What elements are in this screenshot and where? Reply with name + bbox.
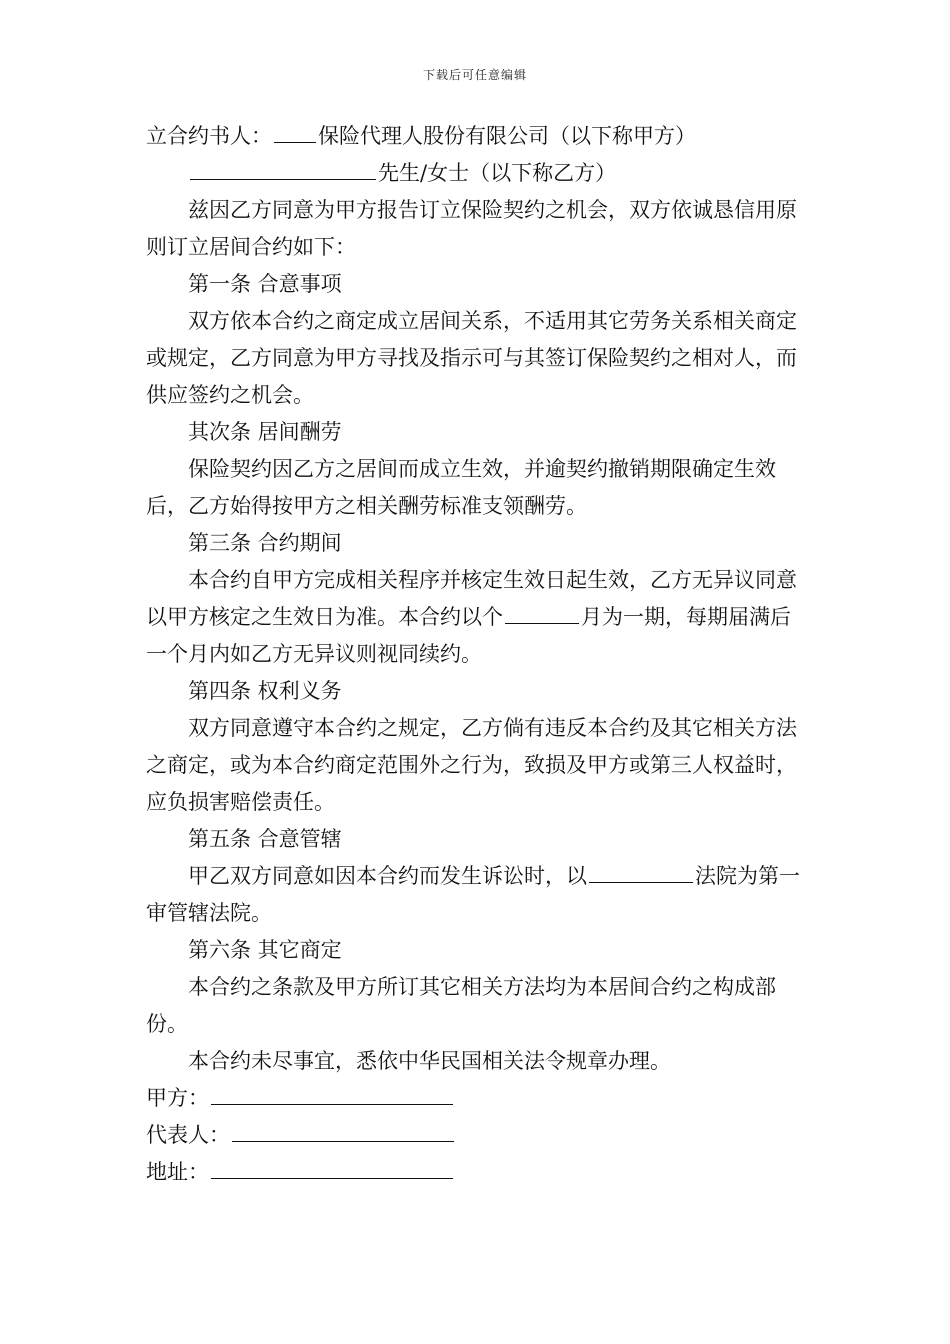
article-5-body xyxy=(146,858,806,932)
signature-party-a-blank xyxy=(211,1080,453,1105)
article-5-title: 第五条 合意管辖 xyxy=(188,827,342,851)
article-2-body: 保险契约因乙方之居间而成立生效，并逾契约撤销期限确定生效后，乙方始得按甲方之相关酬劳标准支领酬劳。 xyxy=(146,457,776,518)
article-2-title: 其次条 居间酬劳 xyxy=(188,420,342,444)
signature-address xyxy=(146,1154,806,1191)
party-a-suffix: 保险代理人股份有限公司（以下称甲方） xyxy=(318,124,696,148)
article-3-body-pre: 本合约自甲方完成相关程序并核定生效日起生效，乙方无异议同意以甲方核定之生效日为准。本合约以个 xyxy=(146,568,797,629)
signature-representative-label: 代表人： xyxy=(146,1123,230,1147)
party-a-name-blank xyxy=(274,118,316,143)
party-a-line xyxy=(146,118,806,155)
article-6-title: 第六条 其它商定 xyxy=(188,938,342,962)
contract-body xyxy=(146,118,806,1191)
article-4-title: 第四条 权利义务 xyxy=(188,679,342,703)
article-5-body-pre: 甲乙双方同意如因本合约而发生诉讼时，以 xyxy=(188,864,587,888)
signature-party-a xyxy=(146,1080,806,1117)
party-b-suffix: 先生/女士（以下称乙方） xyxy=(378,161,617,185)
preamble: 兹因乙方同意为甲方报告订立保险契约之机会，双方依诚恳信用原则订立居间合约如下： xyxy=(146,198,797,259)
period-months-blank xyxy=(505,599,579,624)
signature-representative xyxy=(146,1117,806,1154)
closing-clause: 本合约未尽事宜，悉依中华民国相关法令规章办理。 xyxy=(188,1049,671,1073)
article-3-body-post: 月为一期，每期届满后一个月内如乙方无异议则视同续约。 xyxy=(146,605,791,666)
party-b-line xyxy=(146,155,806,192)
article-1-body: 双方依本合约之商定成立居间关系，不适用其它劳务关系相关商定或规定，乙方同意为甲方寻找及指示可与其签订保险契约之相对人，而供应签约之机会。 xyxy=(146,309,797,407)
party-b-name-blank xyxy=(190,155,376,180)
court-name-blank xyxy=(589,858,693,883)
signature-representative-blank xyxy=(232,1117,454,1142)
article-3-title: 第三条 合约期间 xyxy=(188,531,342,555)
article-6-body: 本合约之条款及甲方所订其它相关方法均为本居间合约之构成部份。 xyxy=(146,975,776,1036)
party-a-prefix: 立合约书人： xyxy=(146,124,272,148)
signature-address-blank xyxy=(211,1154,453,1179)
article-1-title: 第一条 合意事项 xyxy=(188,272,342,296)
article-3-body xyxy=(146,562,806,673)
article-4-body: 双方同意遵守本合约之规定，乙方倘有违反本合约及其它相关方法之商定，或为本合约商定范围外之行为，致损及甲方或第三人权益时，应负损害赔偿责任。 xyxy=(146,716,797,814)
signature-address-label: 地址： xyxy=(146,1160,209,1184)
article-5-body-post: 法院为第一审管辖法院。 xyxy=(146,864,800,925)
signature-party-a-label: 甲方： xyxy=(146,1086,209,1110)
page-header-note: 下载后可任意编辑 xyxy=(422,68,527,82)
